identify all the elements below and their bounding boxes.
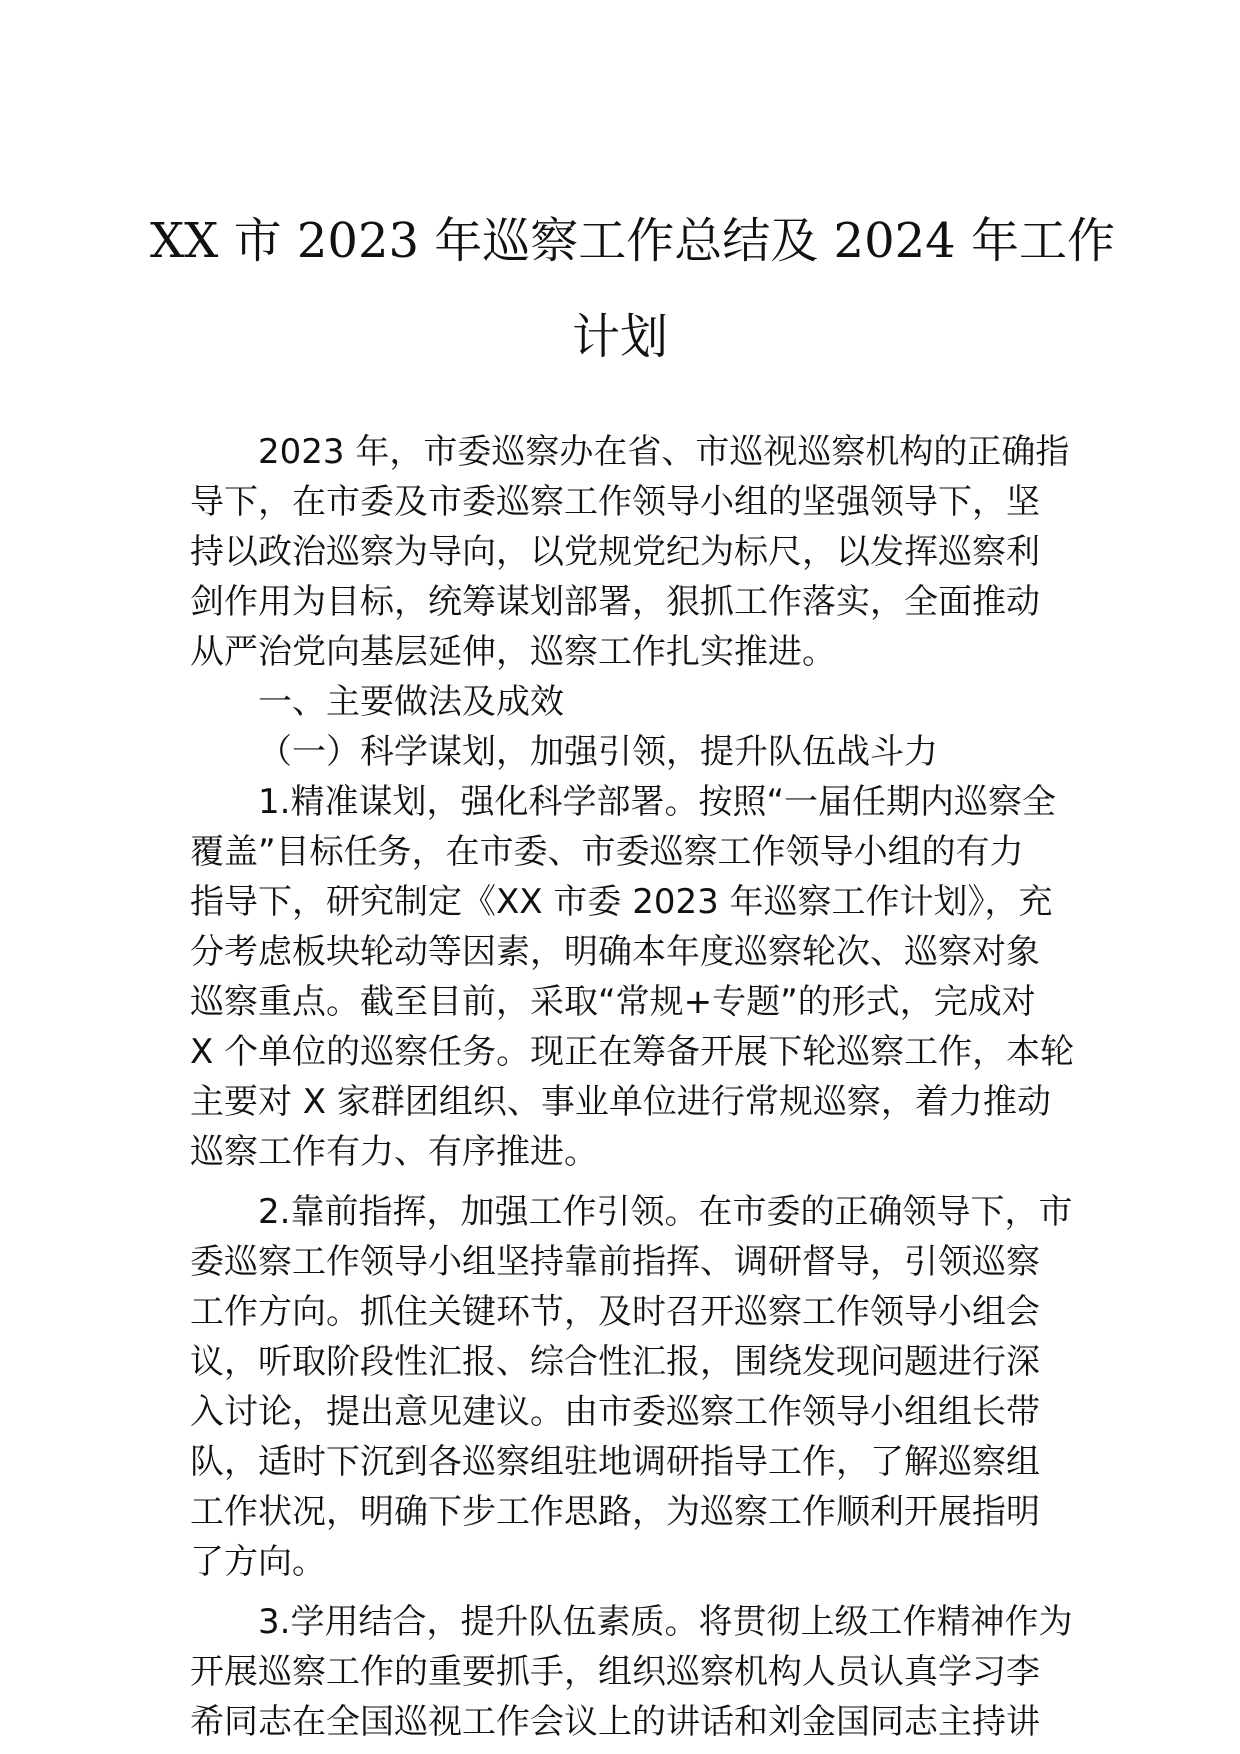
paragraph-item-1-line: 巡察重点。截至目前，采取“常规+专题”的形式，完成对 (190, 982, 1036, 1022)
paragraph-item-3-line: 开展巡察工作的重要抓手，组织巡察机构人员认真学习李 (190, 1652, 1040, 1692)
paragraph-item-2-line: 了方向。 (190, 1542, 326, 1582)
paragraph-intro-line: 从严治党向基层延伸，巡察工作扎实推进。 (190, 632, 836, 672)
document-body (190, 427, 1075, 1747)
paragraph-item-3-line: 3.学用结合，提升队伍素质。将贯彻上级工作精神作为 (258, 1602, 1073, 1642)
paragraph-item-2-line: 工作方向。抓住关键环节，及时召开巡察工作领导小组会 (190, 1292, 1040, 1332)
section-heading: 一、主要做法及成效 (258, 682, 564, 722)
paragraph-item-2-line: 工作状况，明确下步工作思路，为巡察工作顺利开展指明 (190, 1492, 1040, 1532)
paragraph-item-1-line: 1.精准谋划，强化科学部署。按照“一届任期内巡察全 (258, 782, 1057, 822)
paragraph-item-2-line: 议，听取阶段性汇报、综合性汇报，围绕发现问题进行深 (190, 1342, 1040, 1382)
paragraph-item-2-line: 入讨论，提出意见建议。由市委巡察工作领导小组组长带 (190, 1392, 1040, 1432)
paragraph-item-1-line: 主要对 X 家群团组织、事业单位进行常规巡察，着力推动 (190, 1082, 1051, 1122)
document-title-line-1: XX 市 2023 年巡察工作总结及 2024 年工作 (150, 213, 1115, 269)
paragraph-item-2-line: 队，适时下沉到各巡察组驻地调研指导工作，了解巡察组 (190, 1442, 1040, 1482)
paragraph-intro-line: 持以政治巡察为导向，以党规党纪为标尺，以发挥巡察利 (190, 532, 1040, 572)
subsection-heading: （一）科学谋划，加强引领，提升队伍战斗力 (258, 732, 938, 772)
paragraph-intro-line: 2023 年，市委巡察办在省、市巡视巡察机构的正确指 (258, 432, 1070, 472)
paragraph-item-2-line: 2.靠前指挥，加强工作引领。在市委的正确领导下，市 (258, 1192, 1073, 1232)
paragraph-item-1-line: 覆盖”目标任务，在市委、市委巡察工作领导小组的有力 (190, 832, 1024, 872)
paragraph-item-1-line: X 个单位的巡察任务。现正在筹备开展下轮巡察工作，本轮 (190, 1032, 1075, 1072)
paragraph-item-1-line: 巡察工作有力、有序推进。 (190, 1132, 598, 1172)
paragraph-intro-line: 剑作用为目标，统筹谋划部署，狠抓工作落实，全面推动 (190, 582, 1040, 622)
paragraph-item-1-line: 指导下，研究制定《XX 市委 2023 年巡察工作计划》，充 (190, 882, 1053, 922)
document-title-line-2: 计划 (571, 309, 668, 365)
paragraph-item-3-line: 希同志在全国巡视工作会议上的讲话和刘金国同志主持讲 (190, 1702, 1040, 1742)
paragraph-item-1-line: 分考虑板块轮动等因素，明确本年度巡察轮次、巡察对象 (190, 932, 1040, 972)
paragraph-item-2-line: 委巡察工作领导小组坚持靠前指挥、调研督导，引领巡察 (190, 1242, 1040, 1282)
paragraph-intro-line: 导下，在市委及市委巡察工作领导小组的坚强领导下，坚 (190, 482, 1040, 522)
